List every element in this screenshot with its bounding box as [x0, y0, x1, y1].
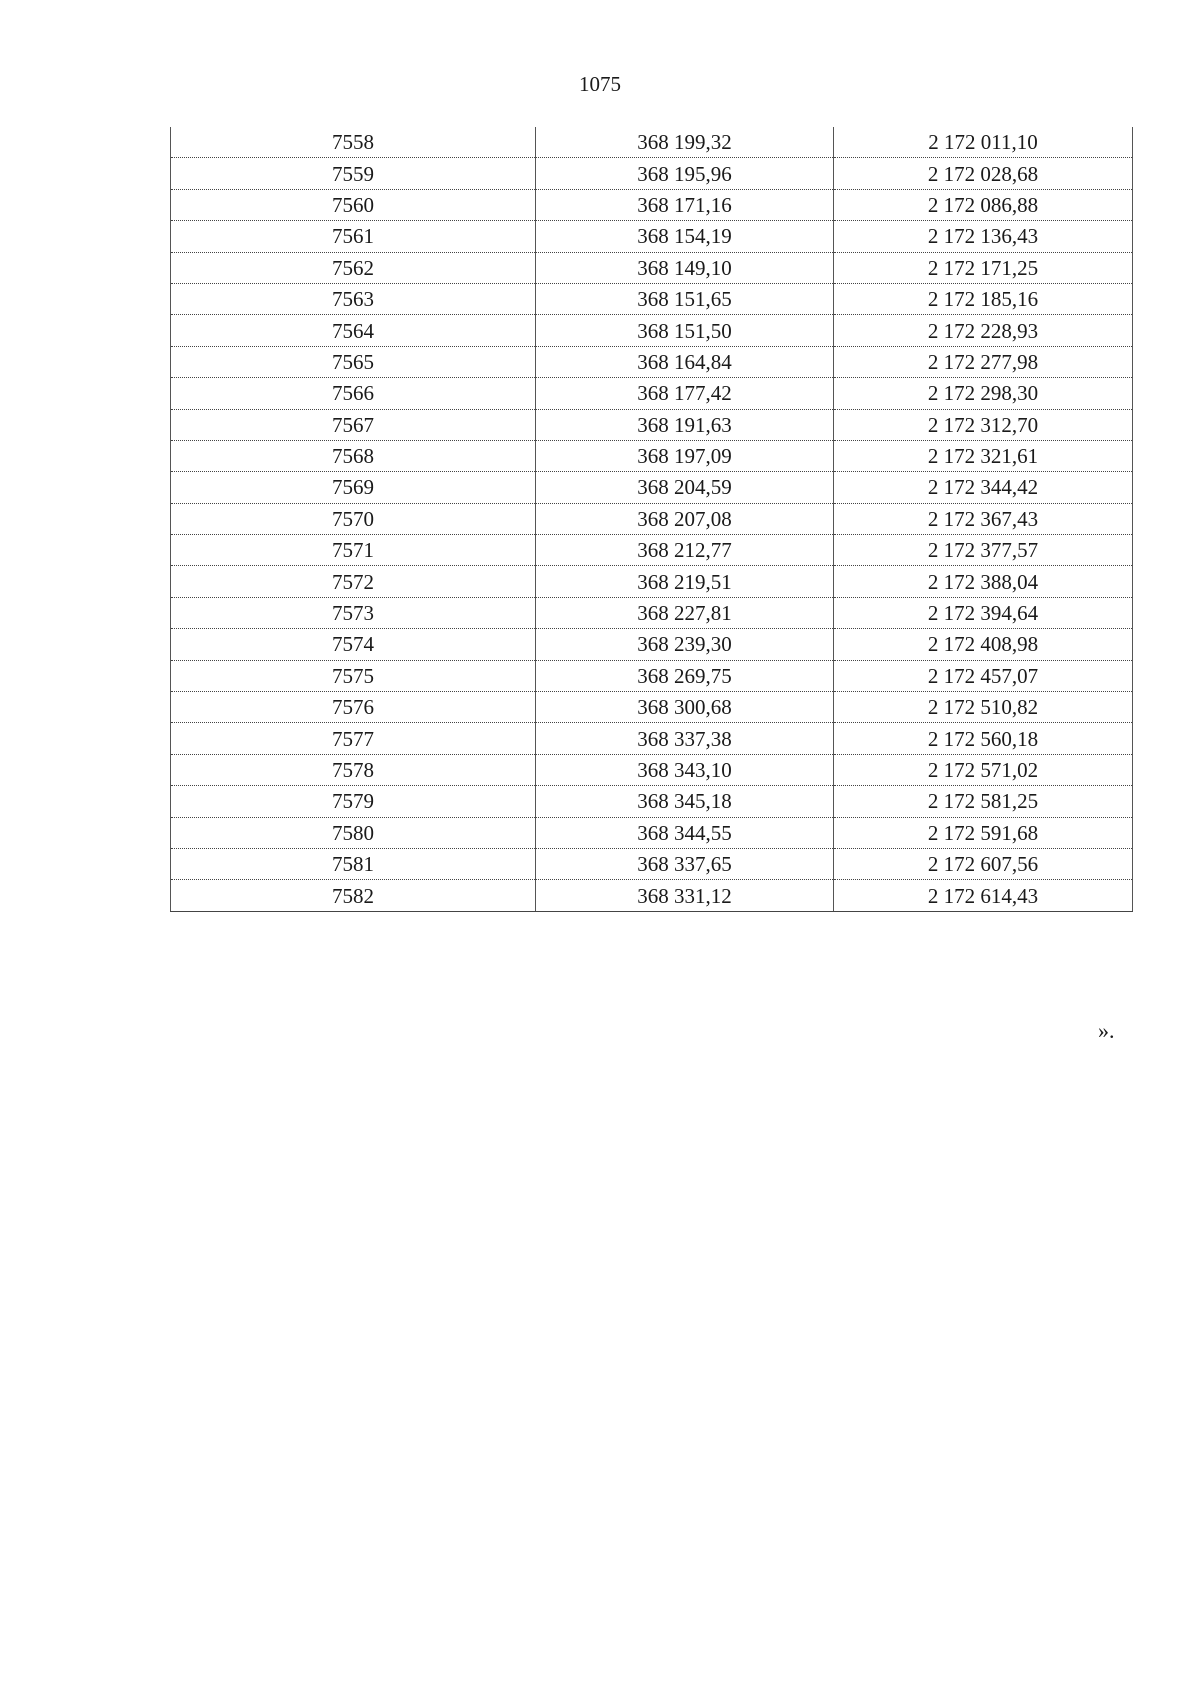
x-coordinate-cell: 368 151,65	[536, 283, 834, 314]
table-row	[171, 221, 1133, 252]
x-coordinate-cell: 368 344,55	[536, 817, 834, 848]
x-coordinate-cell: 368 204,59	[536, 472, 834, 503]
x-coordinate-cell: 368 269,75	[536, 660, 834, 691]
point-number-cell: 7581	[171, 848, 536, 879]
x-coordinate-cell: 368 149,10	[536, 252, 834, 283]
x-coordinate-cell: 368 171,16	[536, 189, 834, 220]
point-number-cell: 7569	[171, 472, 536, 503]
point-number-cell: 7571	[171, 535, 536, 566]
x-coordinate-cell: 368 199,32	[536, 127, 834, 158]
point-number-cell: 7578	[171, 754, 536, 785]
point-number-cell: 7563	[171, 283, 536, 314]
y-coordinate-cell: 2 172 607,56	[834, 848, 1133, 879]
y-coordinate-cell: 2 172 136,43	[834, 221, 1133, 252]
y-coordinate-cell: 2 172 571,02	[834, 754, 1133, 785]
y-coordinate-cell: 2 172 377,57	[834, 535, 1133, 566]
point-number-cell: 7565	[171, 346, 536, 377]
y-coordinate-cell: 2 172 394,64	[834, 597, 1133, 628]
table-row	[171, 503, 1133, 534]
y-coordinate-cell: 2 172 277,98	[834, 346, 1133, 377]
point-number-cell: 7574	[171, 629, 536, 660]
table-row	[171, 597, 1133, 628]
y-coordinate-cell: 2 172 591,68	[834, 817, 1133, 848]
table-row	[171, 158, 1133, 189]
y-coordinate-cell: 2 172 312,70	[834, 409, 1133, 440]
y-coordinate-cell: 2 172 028,68	[834, 158, 1133, 189]
table-row	[171, 880, 1133, 911]
table-row	[171, 472, 1133, 503]
table-row	[171, 252, 1133, 283]
y-coordinate-cell: 2 172 457,07	[834, 660, 1133, 691]
x-coordinate-cell: 368 300,68	[536, 692, 834, 723]
table-row	[171, 440, 1133, 471]
y-coordinate-cell: 2 172 560,18	[834, 723, 1133, 754]
point-number-cell: 7566	[171, 378, 536, 409]
x-coordinate-cell: 368 164,84	[536, 346, 834, 377]
y-coordinate-cell: 2 172 344,42	[834, 472, 1133, 503]
x-coordinate-cell: 368 331,12	[536, 880, 834, 911]
y-coordinate-cell: 2 172 011,10	[834, 127, 1133, 158]
y-coordinate-cell: 2 172 510,82	[834, 692, 1133, 723]
point-number-cell: 7560	[171, 189, 536, 220]
coordinates-table	[170, 127, 1133, 912]
point-number-cell: 7570	[171, 503, 536, 534]
x-coordinate-cell: 368 197,09	[536, 440, 834, 471]
table-row	[171, 535, 1133, 566]
y-coordinate-cell: 2 172 581,25	[834, 786, 1133, 817]
point-number-cell: 7582	[171, 880, 536, 911]
x-coordinate-cell: 368 337,38	[536, 723, 834, 754]
x-coordinate-cell: 368 191,63	[536, 409, 834, 440]
point-number-cell: 7572	[171, 566, 536, 597]
table-row	[171, 409, 1133, 440]
x-coordinate-cell: 368 151,50	[536, 315, 834, 346]
y-coordinate-cell: 2 172 185,16	[834, 283, 1133, 314]
table-row	[171, 848, 1133, 879]
point-number-cell: 7577	[171, 723, 536, 754]
x-coordinate-cell: 368 212,77	[536, 535, 834, 566]
x-coordinate-cell: 368 177,42	[536, 378, 834, 409]
table-row	[171, 660, 1133, 691]
table-row	[171, 754, 1133, 785]
table-row	[171, 378, 1133, 409]
y-coordinate-cell: 2 172 298,30	[834, 378, 1133, 409]
coordinates-table-body	[171, 127, 1133, 911]
point-number-cell: 7564	[171, 315, 536, 346]
table-row	[171, 315, 1133, 346]
point-number-cell: 7558	[171, 127, 536, 158]
point-number-cell: 7567	[171, 409, 536, 440]
y-coordinate-cell: 2 172 086,88	[834, 189, 1133, 220]
point-number-cell: 7562	[171, 252, 536, 283]
x-coordinate-cell: 368 219,51	[536, 566, 834, 597]
y-coordinate-cell: 2 172 614,43	[834, 880, 1133, 911]
x-coordinate-cell: 368 154,19	[536, 221, 834, 252]
table-row	[171, 817, 1133, 848]
table-row	[171, 346, 1133, 377]
table-row	[171, 283, 1133, 314]
y-coordinate-cell: 2 172 321,61	[834, 440, 1133, 471]
point-number-cell: 7568	[171, 440, 536, 471]
point-number-cell: 7579	[171, 786, 536, 817]
y-coordinate-cell: 2 172 171,25	[834, 252, 1133, 283]
table-row	[171, 723, 1133, 754]
closing-quote-mark: ».	[1098, 1018, 1115, 1043]
page-number: 1075	[579, 72, 621, 96]
x-coordinate-cell: 368 227,81	[536, 597, 834, 628]
point-number-cell: 7575	[171, 660, 536, 691]
x-coordinate-cell: 368 345,18	[536, 786, 834, 817]
x-coordinate-cell: 368 207,08	[536, 503, 834, 534]
table-row	[171, 189, 1133, 220]
y-coordinate-cell: 2 172 388,04	[834, 566, 1133, 597]
table-row	[171, 127, 1133, 158]
point-number-cell: 7576	[171, 692, 536, 723]
table-row	[171, 786, 1133, 817]
y-coordinate-cell: 2 172 228,93	[834, 315, 1133, 346]
y-coordinate-cell: 2 172 367,43	[834, 503, 1133, 534]
table-row	[171, 629, 1133, 660]
x-coordinate-cell: 368 343,10	[536, 754, 834, 785]
point-number-cell: 7573	[171, 597, 536, 628]
point-number-cell: 7580	[171, 817, 536, 848]
x-coordinate-cell: 368 239,30	[536, 629, 834, 660]
table-row	[171, 692, 1133, 723]
x-coordinate-cell: 368 337,65	[536, 848, 834, 879]
point-number-cell: 7559	[171, 158, 536, 189]
y-coordinate-cell: 2 172 408,98	[834, 629, 1133, 660]
point-number-cell: 7561	[171, 221, 536, 252]
x-coordinate-cell: 368 195,96	[536, 158, 834, 189]
table-row	[171, 566, 1133, 597]
